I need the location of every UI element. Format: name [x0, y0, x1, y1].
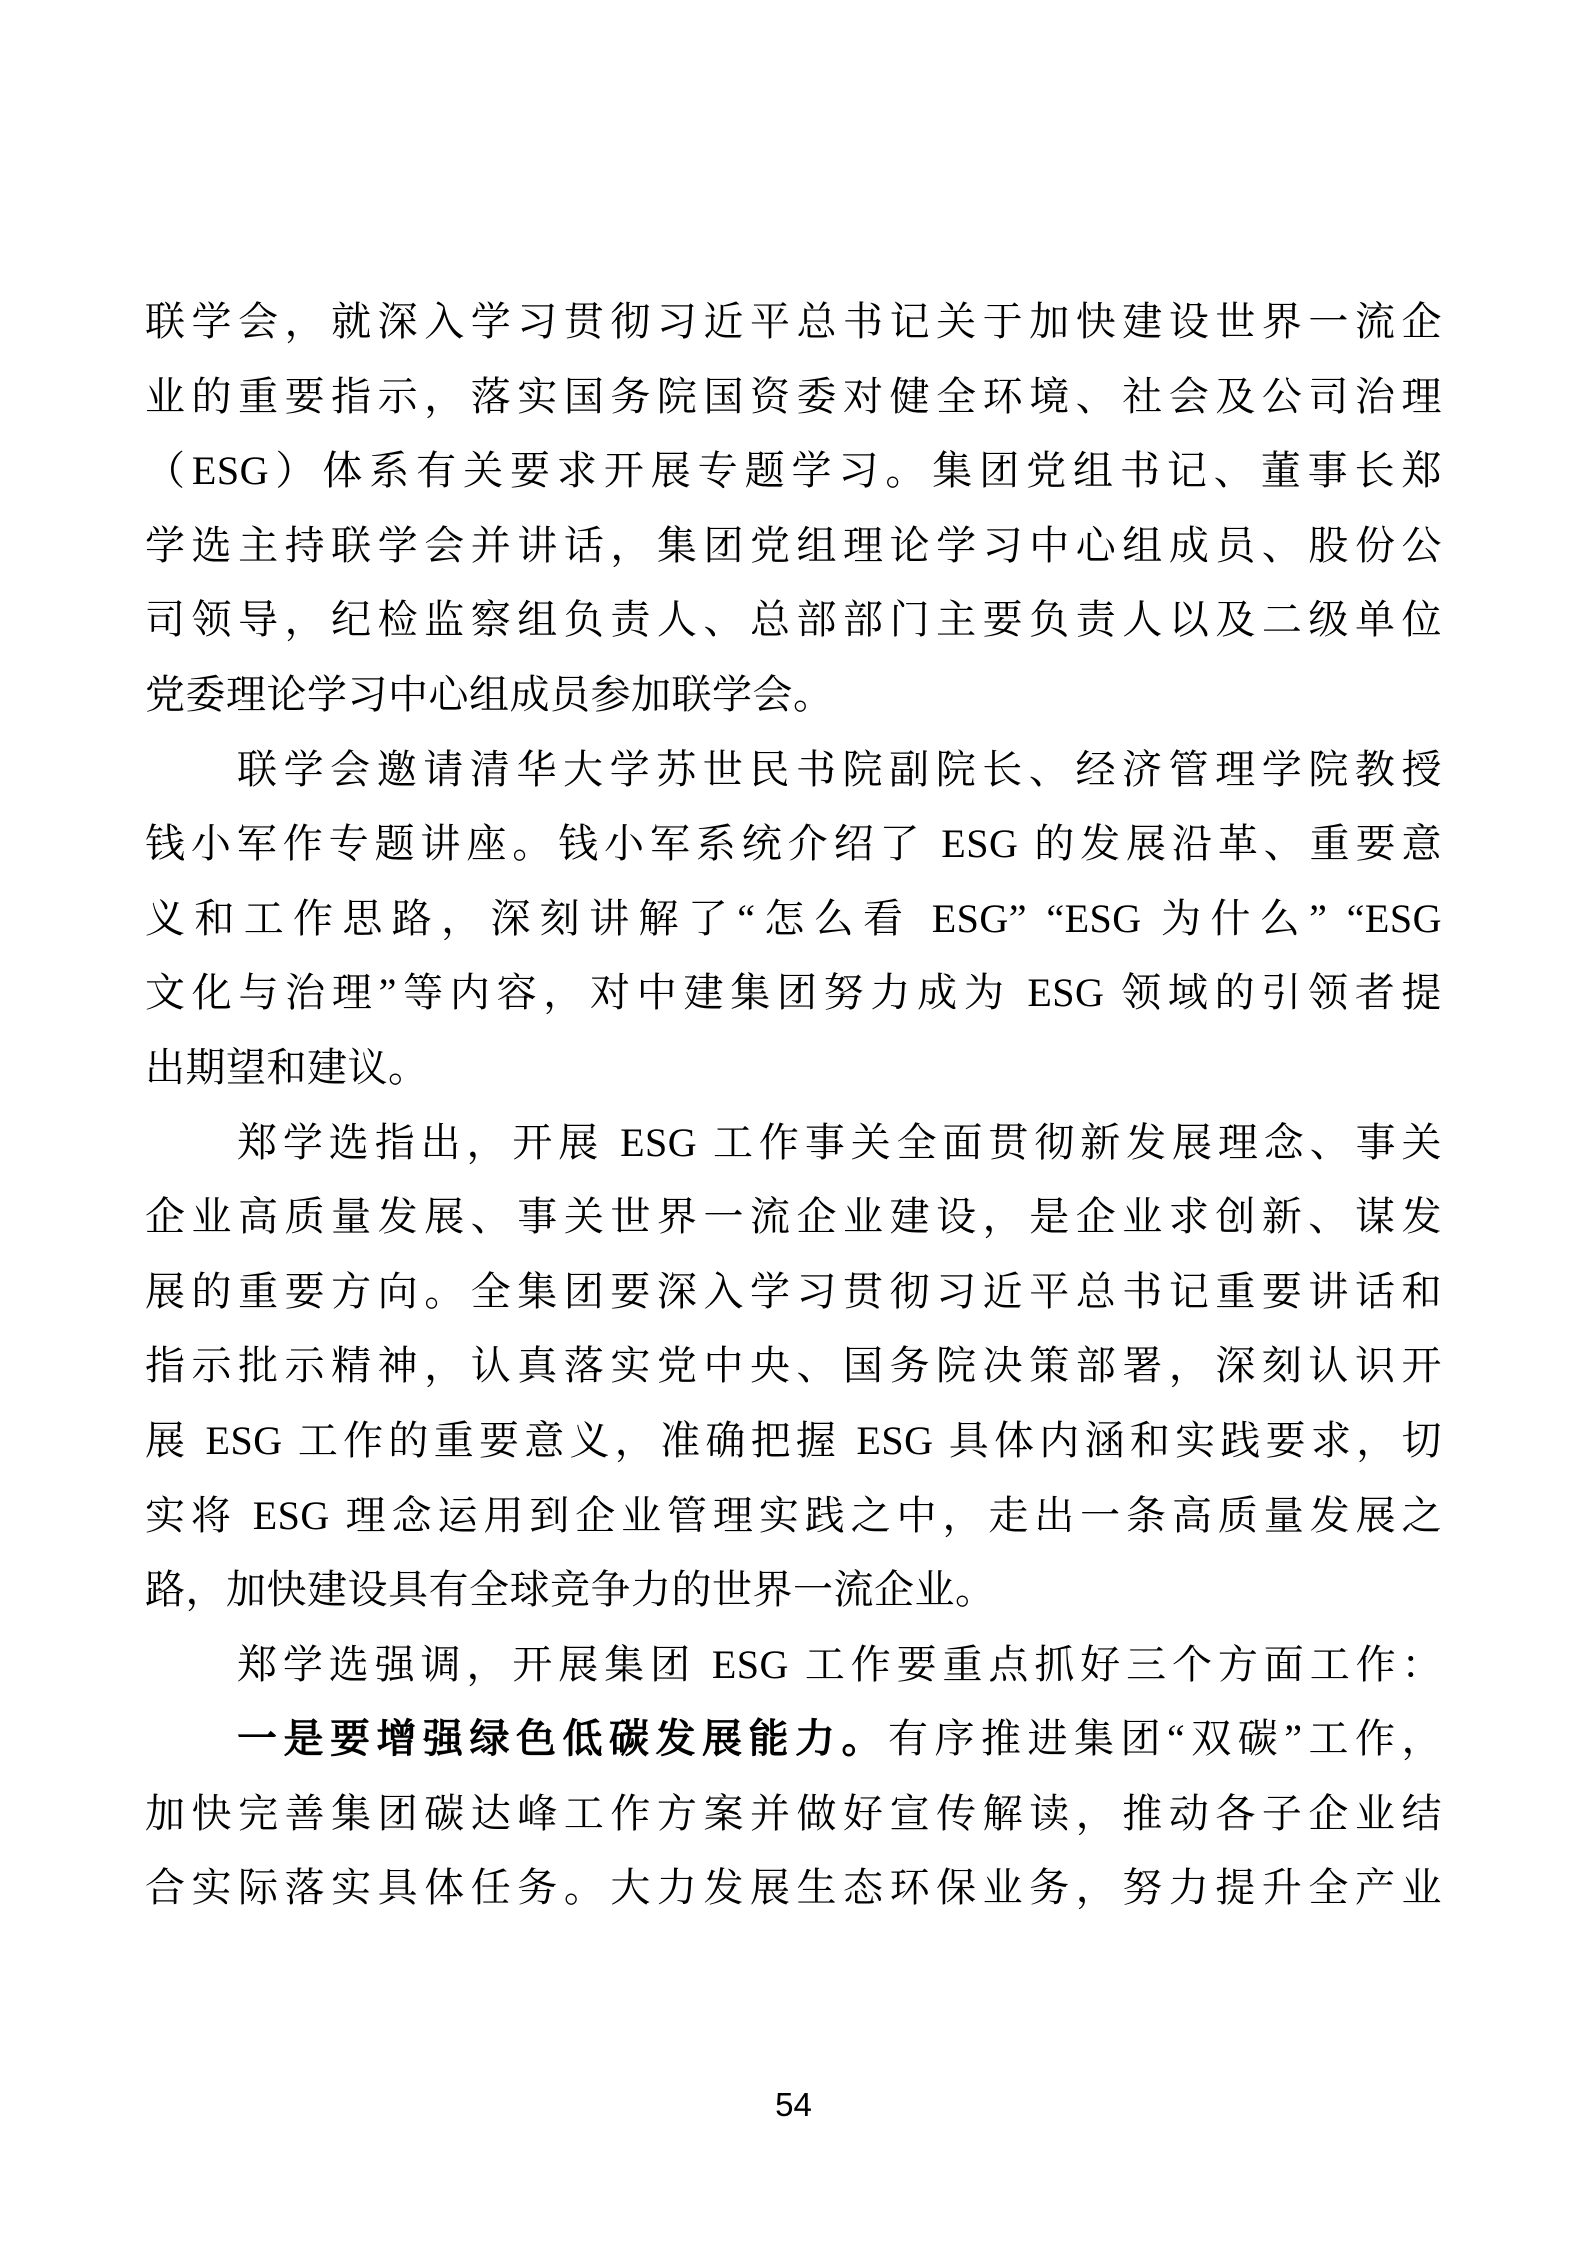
text-line — [145, 1180, 1442, 1255]
text-line — [145, 583, 1442, 658]
text-segment: 指示批示精神，认真落实党中央、国务院决策部署，深刻认识开 — [145, 1343, 1442, 1389]
text-line — [145, 956, 1442, 1031]
text-segment: 企业高质量发展、事关世界一流企业建设，是企业求创新、谋发 — [145, 1194, 1442, 1240]
text-segment: 文化与治理”等内容，对中建集团努力成为 ESG 领域的引领者提 — [145, 970, 1442, 1016]
text-segment: 联学会，就深入学习贯彻习近平总书记关于加快建设世界一流企 — [145, 299, 1442, 344]
text-segment: 出期望和建议。 — [145, 1044, 429, 1090]
paragraph — [145, 733, 1442, 1106]
text-line — [145, 1031, 1442, 1106]
text-segment: 业的重要指示，落实国务院国资委对健全环境、社会及公司治理 — [145, 373, 1442, 419]
text-segment: （ESG）体系有关要求开展专题学习。集团党组书记、董事长郑 — [145, 448, 1442, 494]
text-segment: 学选主持联学会并讲话，集团党组理论学习中心组成员、股份公 — [145, 522, 1442, 568]
text-segment: 钱小军作专题讲座。钱小军系统介绍了 ESG 的发展沿革、重要意 — [145, 821, 1442, 867]
paragraph — [145, 1628, 1442, 1703]
text-line — [145, 1628, 1442, 1703]
text-line — [145, 285, 1442, 360]
text-line — [145, 807, 1442, 882]
text-line — [145, 1851, 1442, 1926]
text-line — [145, 1106, 1442, 1181]
text-segment: 司领导，纪检监察组负责人、总部部门主要负责人以及二级单位 — [145, 597, 1442, 643]
text-line — [145, 1553, 1442, 1628]
paragraph — [145, 1702, 1442, 1926]
text-segment: 加快完善集团碳达峰工作方案并做好宣传解读，推动各子企业结 — [145, 1790, 1442, 1836]
text-segment: 联学会邀请清华大学苏世民书院副院长、经济管理学院教授 — [237, 746, 1442, 792]
text-segment: 郑学选指出，开展 ESG 工作事关全面贯彻新发展理念、事关 — [237, 1119, 1442, 1165]
text-segment: 合实际落实具体任务。大力发展生态环保业务，努力提升全产业 — [145, 1865, 1442, 1911]
text-segment: 展的重要方向。全集团要深入学习贯彻习近平总书记重要讲话和 — [145, 1268, 1442, 1314]
page-number: 54 — [775, 2086, 812, 2123]
text-segment: 党委理论学习中心组成员参加联学会。 — [145, 671, 834, 717]
text-line — [145, 1329, 1442, 1404]
text-segment: 展 ESG 工作的重要意义，准确把握 ESG 具体内涵和实践要求，切 — [145, 1417, 1442, 1463]
text-line — [145, 434, 1442, 509]
paragraph — [145, 1106, 1442, 1628]
document-body — [145, 285, 1442, 1926]
text-line — [145, 360, 1442, 435]
text-line — [145, 1479, 1442, 1554]
text-segment: 实将 ESG 理念运用到企业管理实践之中，走出一条高质量发展之 — [145, 1492, 1442, 1538]
text-line — [145, 509, 1442, 584]
text-line — [145, 1404, 1442, 1479]
text-line — [145, 658, 1442, 733]
text-line — [145, 1777, 1442, 1852]
text-segment: 有序推进集团“双碳”工作， — [888, 1716, 1443, 1762]
text-line — [145, 733, 1442, 808]
text-segment: 义和工作思路，深刻讲解了“怎么看 ESG” “ESG 为什么” “ESG — [145, 895, 1442, 941]
text-line — [145, 1255, 1442, 1330]
text-line — [145, 882, 1442, 957]
paragraph — [145, 285, 1442, 733]
text-segment: 路，加快建设具有全球竞争力的世界一流企业。 — [145, 1567, 996, 1613]
text-line — [145, 1702, 1442, 1777]
text-segment: 郑学选强调，开展集团 ESG 工作要重点抓好三个方面工作： — [237, 1641, 1442, 1687]
bold-text-segment: 一是要增强绿色低碳发展能力。 — [237, 1716, 888, 1762]
